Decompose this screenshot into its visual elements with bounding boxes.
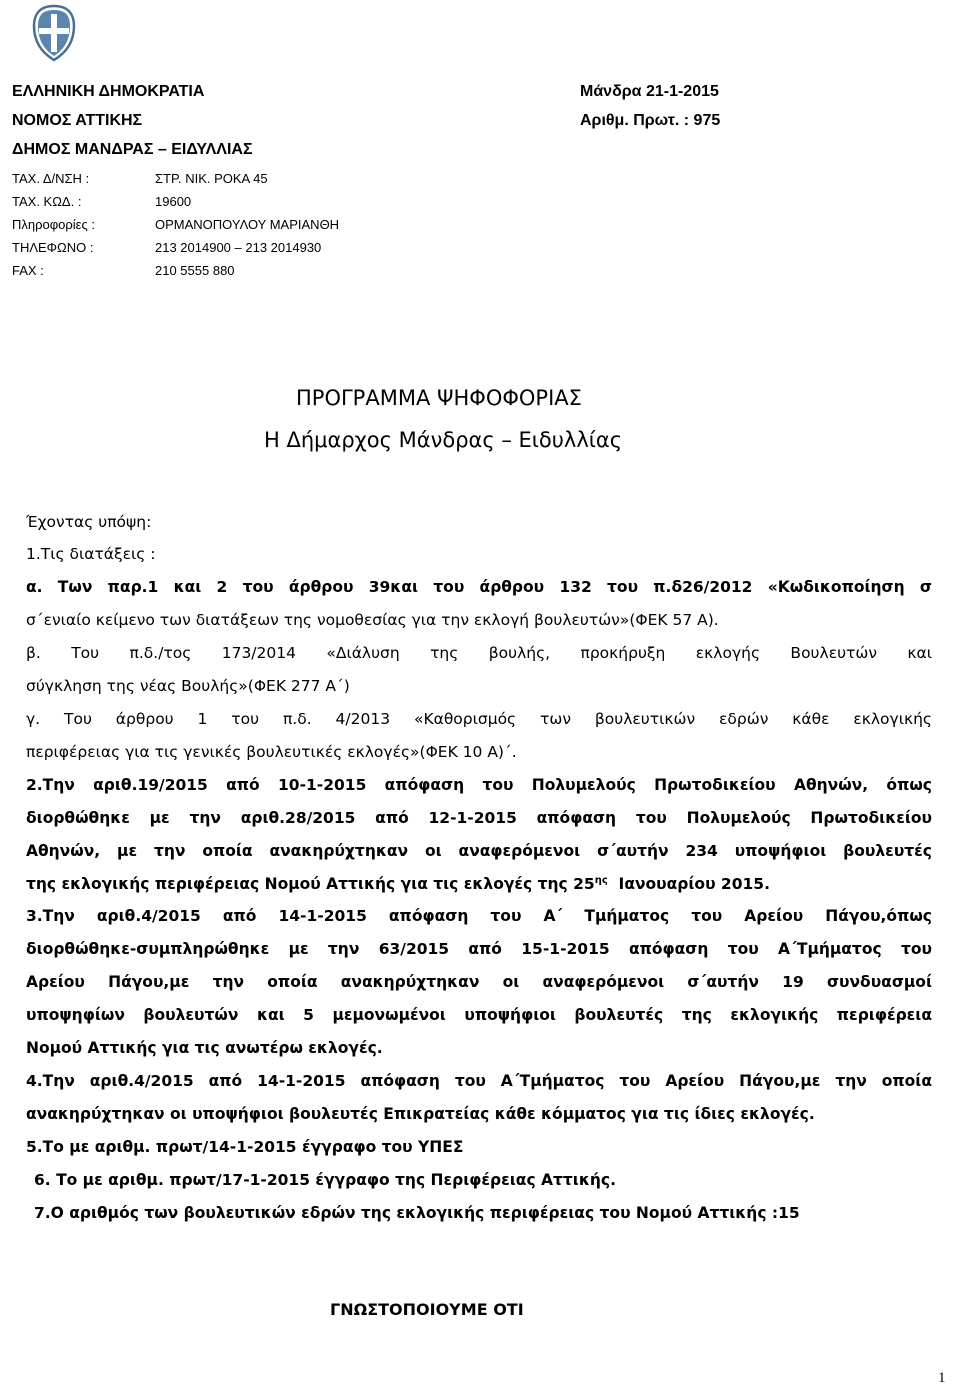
body-line: περιφέρειας για τις γενικές βουλευτικές εκλογές»(ΦΕΚ 10 Α)΄. (26, 743, 517, 761)
contact-label-address: ΤΑΧ. Δ/ΝΣΗ : (12, 171, 90, 186)
protocol-number: Αριθμ. Πρωτ. : 975 (580, 112, 721, 129)
announcement-heading: ΓΝΩΣΤΟΠΟΙΟΥΜΕ ΟΤΙ (330, 1300, 524, 1319)
body-line: διορθώθηκε-συμπληρώθηκε με την 63/2015 από 15-1-2015 απόφαση του Α΄Τμήματος του (26, 940, 932, 958)
body-line: γ. Του άρθρου 1 του π.δ. 4/2013 «Καθορισμός των βουλευτικών εδρών κάθε εκλογικής (26, 710, 932, 728)
place-date: Μάνδρα 21-1-2015 (580, 83, 719, 100)
contact-label-fax: FAX : (12, 263, 44, 278)
body-line: 7.Ο αριθμός των βουλευτικών εδρών της εκλογικής περιφέρειας του Νομού Αττικής :15 (34, 1204, 800, 1222)
contact-value-postcode: 19600 (155, 194, 192, 209)
municipality-name: ΔΗΜΟΣ ΜΑΝΔΡΑΣ – ΕΙΔΥΛΛΙΑΣ (12, 141, 253, 158)
body-line: β. Του π.δ./τος 173/2014 «Διάλυση της βουλής, προκήρυξη εκλογής Βουλευτών και (26, 644, 932, 662)
intro-text: Έχοντας υπόψη: (26, 513, 152, 531)
page-number: 1 (938, 1370, 946, 1386)
contact-value-address: ΣΤΡ. ΝΙΚ. ΡΟΚΑ 45 (155, 171, 268, 186)
body-line: Αθηνών, με την οποία ανακηρύχτηκαν οι αναφερόμενοι σ΄αυτήν 234 υποψήφιοι βουλευτές (26, 842, 932, 860)
provisions-heading: 1.Τις διατάξεις : (26, 545, 156, 563)
body-line: 6. Το με αριθμ. πρωτ/17-1-2015 έγγραφο της Περιφέρειας Αττικής. (34, 1171, 616, 1189)
body-line: 5.Το με αριθμ. πρωτ/14-1-2015 έγγραφο του ΥΠΕΣ (26, 1138, 464, 1156)
election-date: Ιανουαρίου 2015. (618, 875, 770, 894)
document-title: ΠΡΟΓΡΑΜΜΑ ΨΗΦΟΦΟΡΙΑΣ (296, 386, 582, 410)
body-line: Αρείου Πάγου,με την οποία ανακηρύχτηκαν οι αναφερόμενοι σ΄αυτήν 19 συνδυασμοί (26, 973, 932, 991)
body-line: 2.Την αριθ.19/2015 από 10-1-2015 απόφαση του Πολυμελούς Πρωτοδικείου Αθηνών, όπως (26, 776, 932, 794)
contact-label-phone: ΤΗΛΕΦΩΝΟ : (12, 240, 94, 255)
greek-state-emblem (30, 4, 78, 62)
body-line: ανακηρύχτηκαν οι υποψήφιοι βουλευτές Επικρατείας κάθε κόμματος για τις ίδιες εκλογές. (26, 1105, 815, 1123)
contact-label-info: Πληροφορίες : (12, 217, 95, 232)
contact-value-fax: 210 5555 880 (155, 263, 235, 278)
body-line: της εκλογικής περιφέρειας Νομού Αττικής για τις εκλογές της 25 (26, 875, 595, 894)
document-subtitle: Η Δήμαρχος Μάνδρας – Ειδυλλίας (264, 428, 623, 452)
body-line: α. Των παρ.1 και 2 του άρθρου 39και του άρθρου 132 του π.δ26/2012 «Κωδικοποίηση σ (26, 578, 932, 596)
body-line: σύγκληση της νέας Βουλής»(ΦΕΚ 277 Α΄) (26, 677, 350, 695)
contact-label-postcode: ΤΑΧ. ΚΩΔ. : (12, 194, 82, 209)
contact-value-phone: 213 2014900 – 213 2014930 (155, 240, 322, 255)
country-name: ΕΛΛΗΝΙΚΗ ΔΗΜΟΚΡΑΤΙΑ (12, 83, 205, 100)
body-line: διορθώθηκε με την αριθ.28/2015 από 12-1-2015 απόφαση του Πολυμελούς Πρωτοδικείου (26, 809, 932, 827)
body-line: Νομού Αττικής για τις ανωτέρω εκλογές. (26, 1039, 383, 1057)
body-line: 3.Την αριθ.4/2015 από 14-1-2015 απόφαση του Α΄ Τμήματος του Αρείου Πάγου,όπως (26, 907, 932, 925)
body-line: σ΄ενιαίο κείμενο των διατάξεων της νομοθεσίας για την εκλογή βουλευτών»(ΦΕΚ 57 Α). (26, 611, 719, 629)
ordinal-suffix: ης (594, 875, 608, 886)
contact-value-info: ΟΡΜΑΝΟΠΟΥΛΟΥ ΜΑΡΙΑΝΘΗ (155, 217, 340, 232)
body-line: 4.Την αριθ.4/2015 από 14-1-2015 απόφαση του Α΄Τμήματος του Αρείου Πάγου,με την οποία (26, 1072, 932, 1090)
prefecture-name: ΝΟΜΟΣ ΑΤΤΙΚΗΣ (12, 112, 143, 129)
body-line-with-date (26, 875, 770, 893)
body-line: υποψηφίων βουλευτών και 5 μεμονωμένοι υποψήφιοι βουλευτές της εκλογικής περιφέρεια (26, 1006, 932, 1024)
